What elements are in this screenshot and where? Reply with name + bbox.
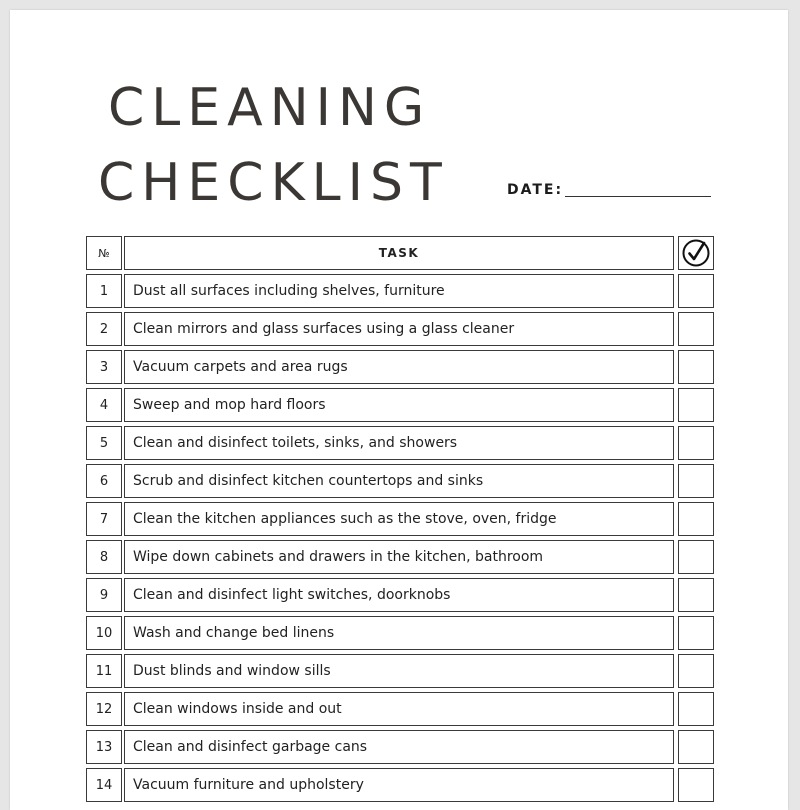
row-number: 10 — [86, 616, 122, 650]
date-input-line[interactable] — [565, 182, 711, 197]
date-field — [507, 182, 711, 197]
table-row — [86, 768, 714, 802]
row-task: Clean and disinfect light switches, doorknobs — [124, 578, 674, 612]
header-task: TASK — [124, 236, 674, 270]
row-number: 2 — [86, 312, 122, 346]
row-checkbox[interactable] — [678, 464, 714, 498]
table-row — [86, 312, 714, 346]
table-body — [86, 274, 714, 802]
table-row — [86, 654, 714, 688]
row-checkbox[interactable] — [678, 578, 714, 612]
row-task: Sweep and mop hard floors — [124, 388, 674, 422]
row-number: 4 — [86, 388, 122, 422]
row-task: Wipe down cabinets and drawers in the kitchen, bathroom — [124, 540, 674, 574]
row-number: 6 — [86, 464, 122, 498]
row-checkbox[interactable] — [678, 426, 714, 460]
checklist-table — [86, 236, 714, 806]
row-task: Scrub and disinfect kitchen countertops and sinks — [124, 464, 674, 498]
row-task: Clean windows inside and out — [124, 692, 674, 726]
date-label: DATE: — [507, 182, 564, 198]
table-row — [86, 388, 714, 422]
row-checkbox[interactable] — [678, 502, 714, 536]
row-task: Dust all surfaces including shelves, furniture — [124, 274, 674, 308]
row-task: Clean mirrors and glass surfaces using a glass cleaner — [124, 312, 674, 346]
row-number: 8 — [86, 540, 122, 574]
row-task: Clean and disinfect toilets, sinks, and showers — [124, 426, 674, 460]
row-number: 13 — [86, 730, 122, 764]
row-task: Dust blinds and window sills — [124, 654, 674, 688]
row-number: 14 — [86, 768, 122, 802]
row-checkbox[interactable] — [678, 274, 714, 308]
checklist-page — [10, 10, 788, 810]
row-checkbox[interactable] — [678, 768, 714, 802]
row-task: Clean and disinfect garbage cans — [124, 730, 674, 764]
table-row — [86, 730, 714, 764]
table-row — [86, 540, 714, 574]
row-checkbox[interactable] — [678, 616, 714, 650]
row-task: Clean the kitchen appliances such as the stove, oven, fridge — [124, 502, 674, 536]
row-number: 5 — [86, 426, 122, 460]
row-number: 1 — [86, 274, 122, 308]
row-checkbox[interactable] — [678, 540, 714, 574]
row-checkbox[interactable] — [678, 350, 714, 384]
table-row — [86, 464, 714, 498]
title-line-2: CHECKLIST — [98, 153, 449, 213]
table-row — [86, 350, 714, 384]
row-checkbox[interactable] — [678, 312, 714, 346]
checkmark-circle-icon — [678, 236, 714, 270]
row-checkbox[interactable] — [678, 388, 714, 422]
table-row — [86, 578, 714, 612]
header-number: № — [86, 236, 122, 270]
row-checkbox[interactable] — [678, 692, 714, 726]
table-header-row — [86, 236, 714, 270]
title-line-1: CLEANING — [108, 78, 432, 138]
row-number: 7 — [86, 502, 122, 536]
row-number: 3 — [86, 350, 122, 384]
table-row — [86, 692, 714, 726]
row-number: 12 — [86, 692, 122, 726]
row-task: Wash and change bed linens — [124, 616, 674, 650]
table-row — [86, 502, 714, 536]
row-task: Vacuum furniture and upholstery — [124, 768, 674, 802]
table-row — [86, 426, 714, 460]
row-checkbox[interactable] — [678, 654, 714, 688]
row-number: 9 — [86, 578, 122, 612]
table-row — [86, 274, 714, 308]
row-number: 11 — [86, 654, 122, 688]
row-task: Vacuum carpets and area rugs — [124, 350, 674, 384]
table-row — [86, 616, 714, 650]
row-checkbox[interactable] — [678, 730, 714, 764]
